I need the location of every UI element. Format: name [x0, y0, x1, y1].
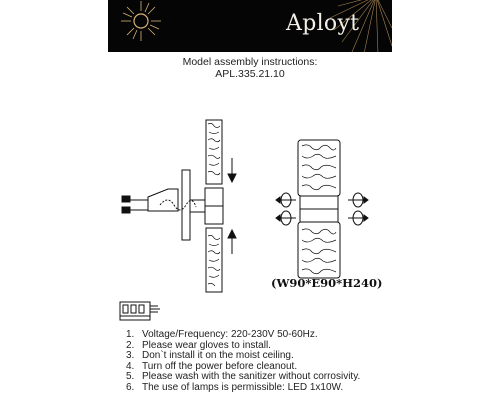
wall-plate — [182, 170, 190, 240]
front-upper-shade — [298, 140, 340, 196]
mounting-bracket — [148, 189, 178, 211]
screw-icon — [122, 196, 130, 202]
front-lower-shade — [298, 222, 340, 278]
list-item: 4. Turn off the power before cleanout. — [126, 360, 298, 372]
side-view-assembly — [122, 120, 236, 292]
list-item: 3. Don`t install it on the moist ceiling. — [126, 350, 294, 362]
brand-name: Aployt — [286, 11, 360, 36]
list-item: 1. Voltage/Frequency: 220-230V 50-60Hz. — [126, 329, 318, 340]
front-view-lamp — [276, 140, 368, 278]
list-item: 6. The use of lamps is permissible: LED 1x10W. — [126, 381, 344, 393]
notes-list — [126, 330, 360, 394]
dimensions-label: (W90*E90*H240) — [271, 276, 383, 290]
list-item: 2. Please wear gloves to install. — [126, 339, 271, 351]
terminal-block-icon — [120, 302, 160, 320]
upper-shade — [206, 120, 222, 184]
instructions-title: Model assembly instructions: — [182, 56, 318, 68]
model-number: APL.335.21.10 — [215, 68, 285, 80]
list-item: 5. Please wash with the sanitizer without corrosivity. — [126, 371, 361, 383]
